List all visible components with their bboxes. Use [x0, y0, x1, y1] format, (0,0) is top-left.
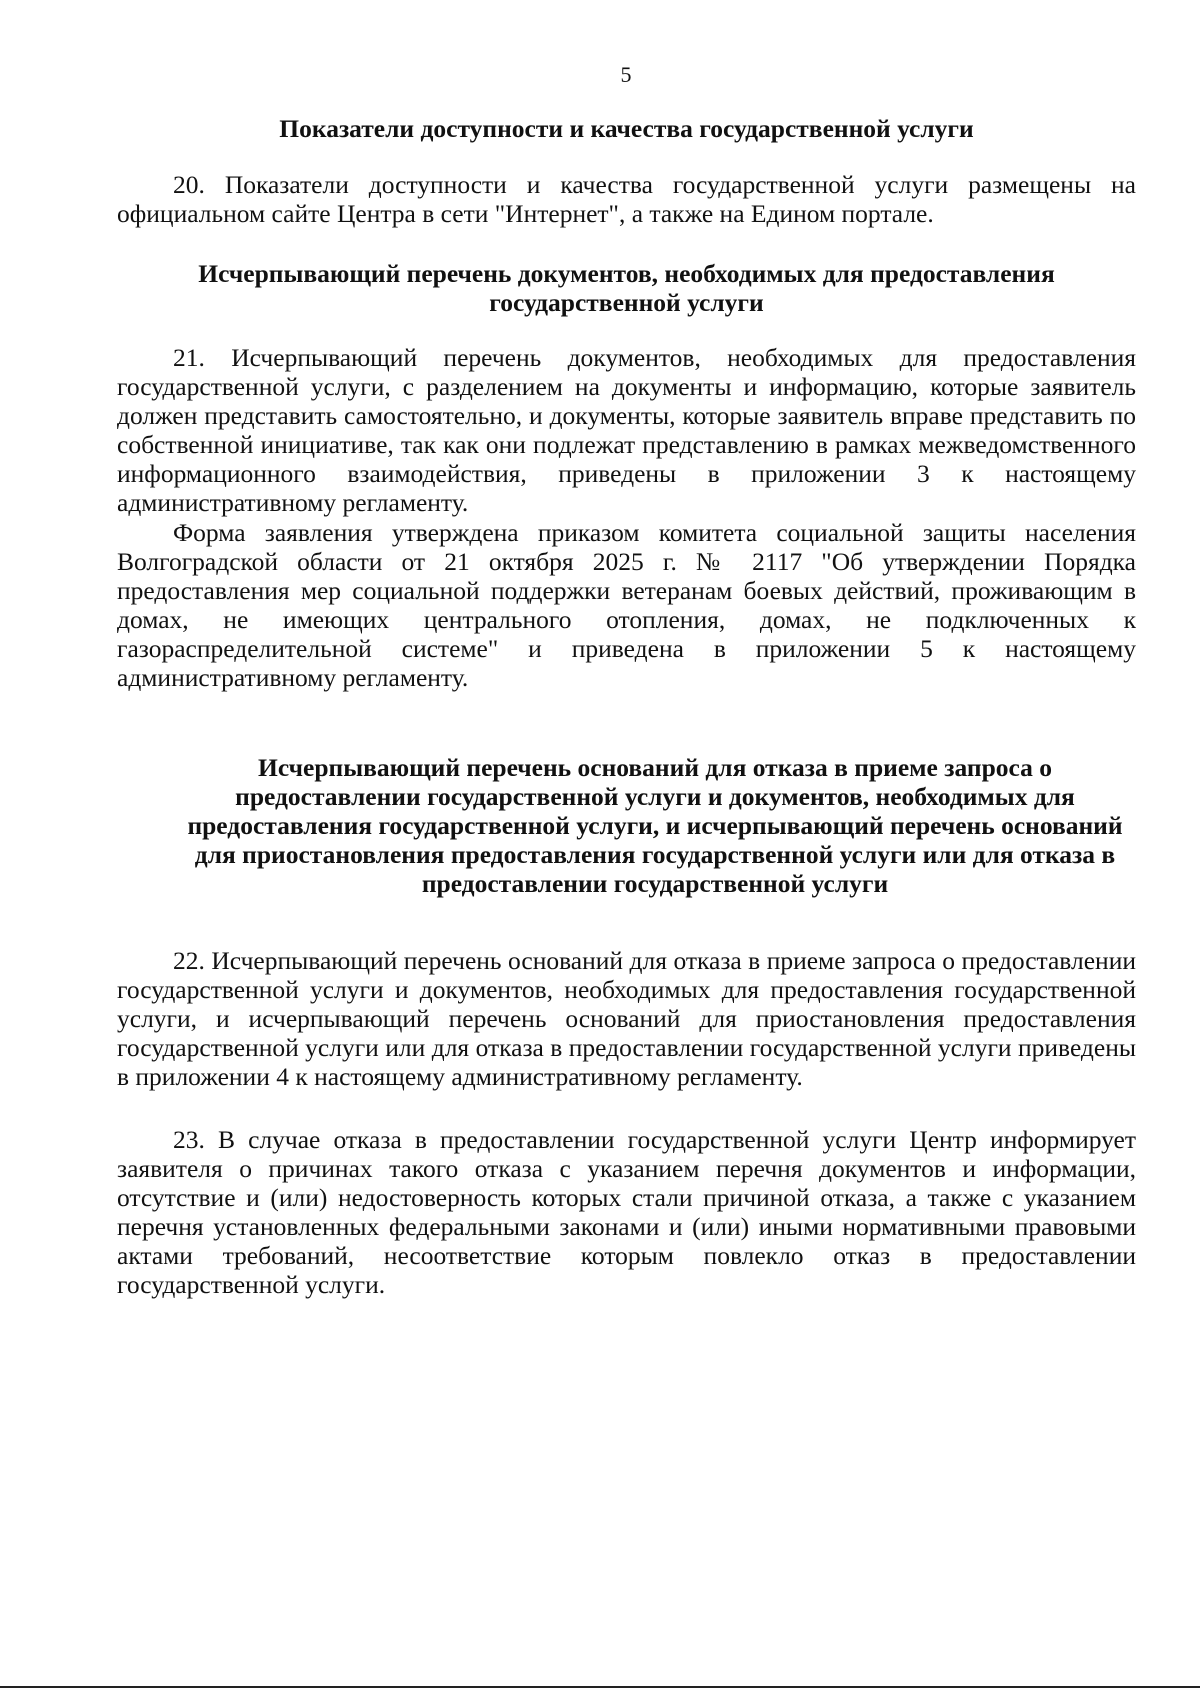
- section-heading-availability: Показатели доступности и качества государственной услуги: [279, 114, 974, 143]
- paragraph-22: 22. Исчерпывающий перечень оснований для отказа в приеме запроса о предоставлении государственной услуги и документов, необходимых для предоставления государственной услуги, и исчерпывающий перечень оснований для приостановления предоставления государственной услуги или для отказа в предоставлении государственной услуги приведены в приложении 4 к настоящему административному регламенту.: [117, 946, 1136, 1091]
- page-number: 5: [620, 62, 632, 87]
- bottom-rule: [0, 1686, 1200, 1688]
- paragraph-application-form: Форма заявления утверждена приказом комитета социальной защиты населения Волгоградской области от 21 октября 2025 г. № 2117 "Об утверждении Порядка предоставления мер социальной поддержки ветеранам боевых действий, проживающим в домах, не имеющих центрального отопления, домах, не подключенных к газораспределительной системе" и приведена в приложении 5 к настоящему административному регламенту.: [117, 518, 1136, 692]
- section-heading-refusal-grounds: Исчерпывающий перечень оснований для отказа в приеме запроса о предоставлении государственной услуги и документов, необходимых для предоставления государственной услуги, и исчерпывающий перечень оснований для приостановления предоставления государственной услуги или для отказа в предоставлении государственной услуги: [187, 753, 1123, 898]
- paragraph-23: 23. В случае отказа в предоставлении государственной услуги Центр информирует заявителя о причинах такого отказа с указанием перечня документов и информации, отсутствие и (или) недостоверность которых стали причиной отказа, а также с указанием перечня установленных федеральными законами и (или) иными нормативными правовыми актами требований, несоответствие которым повлекло отказ в предоставлении государственной услуги.: [117, 1125, 1136, 1299]
- section-heading-documents: Исчерпывающий перечень документов, необходимых для предоставления государственной услуги: [198, 259, 1055, 317]
- paragraph-20: 20. Показатели доступности и качества государственной услуги размещены на официальном сайте Центра в сети "Интернет", а также на Едином портале.: [117, 170, 1136, 228]
- paragraph-21: 21. Исчерпывающий перечень документов, необходимых для предоставления государственной услуги, с разделением на документы и информацию, которые заявитель должен представить самостоятельно, и документы, которые заявитель вправе представить по собственной инициативе, так как они подлежат представлению в рамках межведомственного информационного взаимодействия, приведены в приложении 3 к настоящему административному регламенту.: [117, 343, 1136, 517]
